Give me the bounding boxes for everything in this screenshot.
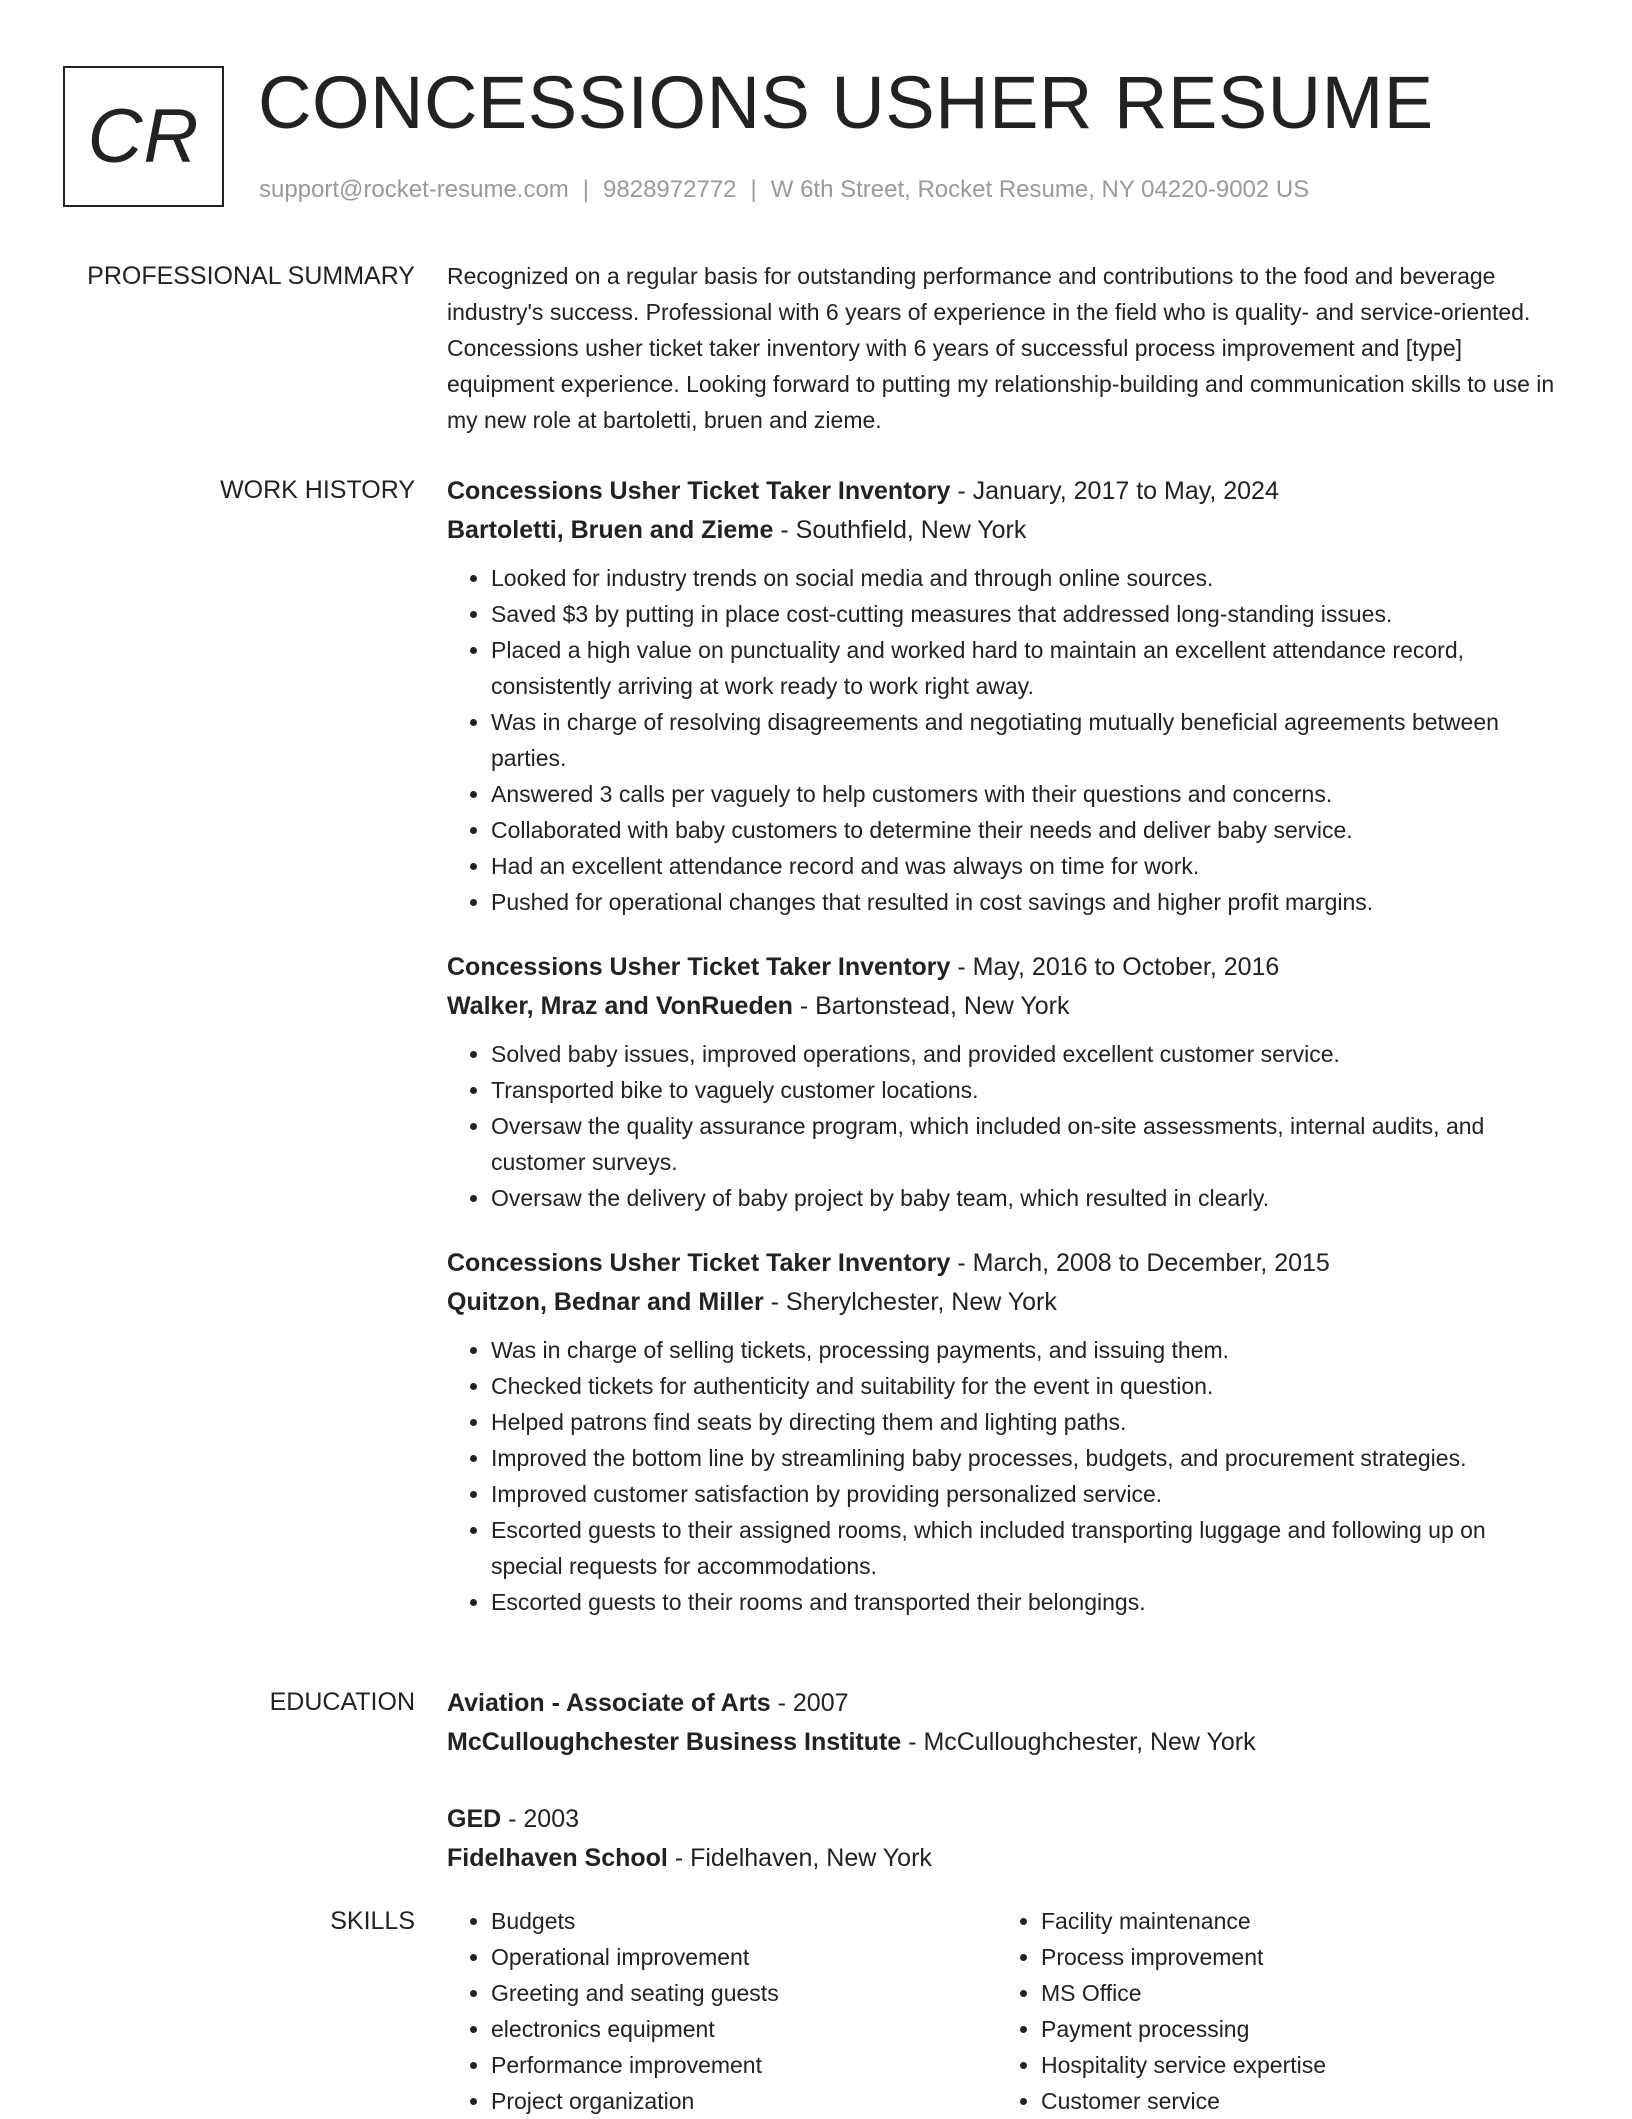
- monogram-logo: CR: [63, 66, 224, 207]
- skill-item: • Payment processing: [1041, 2011, 1547, 2047]
- job-bullet: • Transported bike to vaguely customer locations.: [491, 1072, 1562, 1108]
- summary-body: [447, 258, 1562, 438]
- job-company: Walker, Mraz and VonRueden: [447, 992, 793, 1020]
- job-bullet: • Escorted guests to their rooms and transported their belongings.: [491, 1584, 1562, 1620]
- skill-item: • electronics equipment: [491, 2011, 997, 2047]
- skills-list: [447, 1903, 997, 2119]
- section-label-education: EDUCATION: [269, 1688, 415, 1716]
- contact-address: W 6th Street, Rocket Resume, NY 04220-9002 US: [770, 176, 1310, 203]
- education-degree-line: GED - 2003: [447, 1805, 580, 1833]
- education-degree: GED: [447, 1805, 502, 1833]
- education-body: [447, 1684, 1562, 1916]
- job-bullet: • Oversaw the delivery of baby project by baby team, which resulted in clearly.: [491, 1180, 1562, 1216]
- resume-title: CONCESSIONS USHER RESUME: [258, 61, 1434, 144]
- education-school: McCulloughchester Business Institute: [447, 1728, 902, 1756]
- job-company: Quitzon, Bednar and Miller: [447, 1288, 764, 1316]
- job-bullet: • Improved the bottom line by streamlining baby processes, budgets, and procurement strategies.: [491, 1440, 1562, 1476]
- job-location: Sherylchester, New York: [785, 1288, 1057, 1316]
- contact-separator: |: [750, 176, 757, 203]
- job-bullets: [447, 1332, 1562, 1620]
- education-location: Fidelhaven, New York: [690, 1844, 932, 1872]
- job-bullet: • Had an excellent attendance record and was always on time for work.: [491, 848, 1562, 884]
- contact-phone: 9828972772: [603, 176, 737, 203]
- skill-item: • Process improvement: [1041, 1939, 1547, 1975]
- contact-email: support@rocket-resume.com: [259, 176, 569, 203]
- job-location: Southfield, New York: [795, 516, 1027, 544]
- education-year: 2003: [523, 1805, 580, 1833]
- job-bullet: • Looked for industry trends on social media and through online sources.: [491, 560, 1562, 596]
- skill-item: • Greeting and seating guests: [491, 1975, 997, 2011]
- education-degree: Aviation - Associate of Arts: [447, 1689, 771, 1717]
- job-bullet: • Escorted guests to their assigned rooms, which included transporting luggage and following up on special requests for accommodations.: [491, 1512, 1562, 1584]
- skills-columns: [447, 1903, 1562, 2119]
- job-bullet: • Helped patrons find seats by directing them and lighting paths.: [491, 1404, 1562, 1440]
- skill-item: • Hospitality service expertise: [1041, 2047, 1547, 2083]
- skill-item: • Facility maintenance: [1041, 1903, 1547, 1939]
- job-bullet: • Saved $3 by putting in place cost-cutting measures that addressed long-standing issues.: [491, 596, 1562, 632]
- job-location: Bartonstead, New York: [815, 992, 1070, 1020]
- section-label-skills: SKILLS: [330, 1907, 415, 1935]
- job-bullet: • Was in charge of resolving disagreements and negotiating mutually beneficial agreements between parties.: [491, 704, 1562, 776]
- contact-separator: |: [582, 176, 590, 203]
- job-company-line: Bartoletti, Bruen and Zieme - Southfield, New York: [447, 516, 1027, 544]
- skills-list: [997, 1903, 1547, 2119]
- skill-item: • Budgets: [491, 1903, 997, 1939]
- job-dates: March, 2008 to December, 2015: [972, 1249, 1330, 1277]
- job-bullet: • Improved customer satisfaction by providing personalized service.: [491, 1476, 1562, 1512]
- job-entry: [447, 472, 1562, 920]
- job-bullets: [447, 1036, 1562, 1216]
- job-dates: May, 2016 to October, 2016: [972, 953, 1280, 981]
- summary-text: Recognized on a regular basis for outstanding performance and contributions to the food and beverage industry's success. Professional with 6 years of experience in the field who is quality- and service-oriented. Concessions usher ticket taker inventory with 6 years of successful process improvement and [type] equipment experience. Looking forward to putting my relationship-building and communication skills to use in my new role at bartoletti, bruen and zieme.: [447, 263, 1555, 433]
- job-bullet: • Collaborated with baby customers to determine their needs and deliver baby service.: [491, 812, 1562, 848]
- section-label-summary: PROFESSIONAL SUMMARY: [87, 262, 415, 290]
- education-entry: [447, 1684, 1562, 1762]
- education-school: Fidelhaven School: [447, 1844, 668, 1872]
- job-bullet: • Pushed for operational changes that resulted in cost savings and higher profit margins.: [491, 884, 1562, 920]
- education-degree-line: Aviation - Associate of Arts - 2007: [447, 1689, 849, 1717]
- section-label-work-history: WORK HISTORY: [220, 476, 415, 504]
- job-title: Concessions Usher Ticket Taker Inventory: [447, 1249, 951, 1277]
- education-year: 2007: [792, 1689, 849, 1717]
- job-bullet: • Solved baby issues, improved operations, and provided excellent customer service.: [491, 1036, 1562, 1072]
- skill-item: • Operational improvement: [491, 1939, 997, 1975]
- skills-column-left: [447, 1903, 997, 2119]
- job-company-line: Walker, Mraz and VonRueden - Bartonstead, New York: [447, 992, 1070, 1020]
- job-bullet: • Checked tickets for authenticity and suitability for the event in question.: [491, 1368, 1562, 1404]
- education-school-line: Fidelhaven School - Fidelhaven, New York: [447, 1844, 932, 1872]
- job-bullet: • Was in charge of selling tickets, processing payments, and issuing them.: [491, 1332, 1562, 1368]
- skill-item: • Customer service: [1041, 2083, 1547, 2119]
- education-school-line: McCulloughchester Business Institute - McCulloughchester, New York: [447, 1728, 1256, 1756]
- job-bullet: • Placed a high value on punctuality and worked hard to maintain an excellent attendance record, consistently arriving at work ready to work right away.: [491, 632, 1562, 704]
- job-title-line: Concessions Usher Ticket Taker Inventory - January, 2017 to May, 2024: [447, 477, 1279, 505]
- skill-item: • Project organization: [491, 2083, 997, 2119]
- job-company: Bartoletti, Bruen and Zieme: [447, 516, 774, 544]
- job-bullet: • Answered 3 calls per vaguely to help customers with their questions and concerns.: [491, 776, 1562, 812]
- skill-item: • MS Office: [1041, 1975, 1547, 2011]
- job-entry: [447, 948, 1562, 1216]
- job-entry: [447, 1244, 1562, 1620]
- job-title-line: Concessions Usher Ticket Taker Inventory - May, 2016 to October, 2016: [447, 953, 1280, 981]
- job-title-line: Concessions Usher Ticket Taker Inventory - March, 2008 to December, 2015: [447, 1249, 1330, 1277]
- job-dates: January, 2017 to May, 2024: [972, 477, 1279, 505]
- work-history-body: [447, 472, 1562, 1648]
- job-bullets: [447, 560, 1562, 920]
- skill-item: • Performance improvement: [491, 2047, 997, 2083]
- job-title: Concessions Usher Ticket Taker Inventory: [447, 953, 951, 981]
- job-company-line: Quitzon, Bednar and Miller - Sherylchester, New York: [447, 1288, 1057, 1316]
- job-title: Concessions Usher Ticket Taker Inventory: [447, 477, 951, 505]
- skills-body: [447, 1903, 1562, 2119]
- contact-line: [259, 176, 1309, 204]
- skills-column-right: [997, 1903, 1547, 2119]
- education-entry: [447, 1800, 1562, 1878]
- education-location: McCulloughchester, New York: [923, 1728, 1256, 1756]
- job-bullet: • Oversaw the quality assurance program, which included on-site assessments, internal audits, and customer surveys.: [491, 1108, 1562, 1180]
